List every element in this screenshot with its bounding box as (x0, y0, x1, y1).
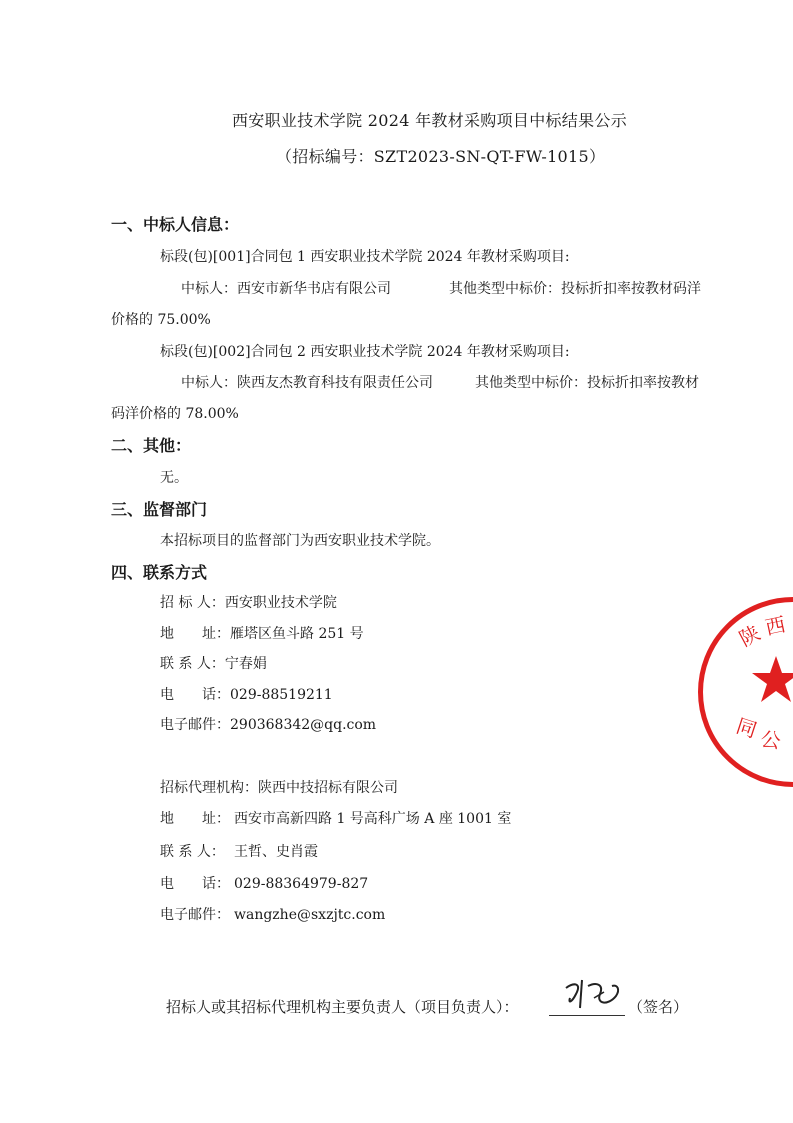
signature-suffix: （签名） (628, 998, 689, 1016)
lot2-price-continued: 码洋价格的 78.00% (111, 406, 239, 422)
agent-label: 地 址： (160, 811, 230, 827)
agent-label: 联 系 人： (160, 844, 225, 860)
contact-value: 西安职业技术学院 (224, 595, 337, 611)
contact-row (160, 592, 337, 612)
contact-row (160, 714, 376, 734)
agent-label: 招标代理机构： (160, 780, 258, 796)
contact-value: 290368342@qq.com (230, 717, 377, 733)
contact-label: 招 标 人： (160, 595, 225, 611)
agent-row (160, 777, 398, 797)
contact-label: 联 系 人： (160, 656, 225, 672)
contact-value: 029-88519211 (230, 687, 333, 703)
star-icon (751, 654, 793, 704)
agent-value: 西安市高新四路 1 号高科广场 A 座 1001 室 (234, 811, 512, 827)
section-heading-contact: 四、联系方式 (111, 563, 208, 582)
agent-value: 陕西中技招标有限公司 (258, 780, 398, 796)
seal-text-bottom: 同 (733, 713, 760, 743)
agent-row (160, 873, 368, 893)
agent-row (160, 904, 385, 924)
seal-text-bottom: 公 (759, 726, 783, 754)
signature-prefix: 招标人或其招标代理机构主要负责人（项目负责人）： (166, 998, 519, 1016)
agent-value: 王哲、史肖霞 (234, 844, 318, 860)
section-heading-supervision: 三、监督部门 (111, 500, 208, 519)
contact-label: 地 址： (160, 626, 230, 642)
seal-text-top: 西 (763, 612, 788, 640)
tender-number: （招标编号：SZT2023-SN-QT-FW-1015） (276, 147, 606, 166)
document-title: 西安职业技术学院 2024 年教材采购项目中标结果公示 (232, 111, 627, 130)
agent-label: 电 话： (160, 876, 230, 892)
agent-row (160, 808, 511, 828)
contact-row (160, 653, 267, 673)
lot1-title: 标段(包)[001]合同包 1 西安职业技术学院 2024 年教材采购项目: (160, 249, 570, 265)
lot2-winner: 中标人：陕西友杰教育科技有限责任公司 (181, 375, 433, 391)
agent-label: 电子邮件： (160, 907, 230, 923)
contact-value: 雁塔区鱼斗路 251 号 (230, 626, 364, 642)
lot2-title: 标段(包)[002]合同包 2 西安职业技术学院 2024 年教材采购项目: (160, 344, 570, 360)
section-heading-other: 二、其他： (111, 436, 192, 455)
lot1-winner: 中标人：西安市新华书店有限公司 (181, 281, 391, 297)
other-content: 无。 (160, 470, 188, 486)
supervision-content: 本招标项目的监督部门为西安职业技术学院。 (160, 533, 440, 549)
contact-row (160, 623, 364, 643)
contact-row (160, 684, 333, 704)
contact-label: 电 话： (160, 687, 230, 703)
handwritten-signature (560, 974, 630, 1016)
contact-label: 电子邮件： (160, 717, 230, 733)
lot1-price-continued: 价格的 75.00% (111, 312, 211, 328)
seal-text-top: 陕 (735, 620, 765, 652)
contact-value: 宁春娟 (224, 656, 267, 672)
official-seal (698, 597, 793, 787)
agent-row (160, 841, 318, 861)
section-heading-winners: 一、中标人信息： (111, 215, 240, 234)
lot1-price: 其他类型中标价：投标折扣率按教材码洋 (449, 281, 701, 297)
agent-value: 029-88364979-827 (234, 876, 369, 892)
agent-value: wangzhe@sxzjtc.com (234, 907, 386, 923)
lot2-price: 其他类型中标价：投标折扣率按教材 (475, 375, 699, 391)
